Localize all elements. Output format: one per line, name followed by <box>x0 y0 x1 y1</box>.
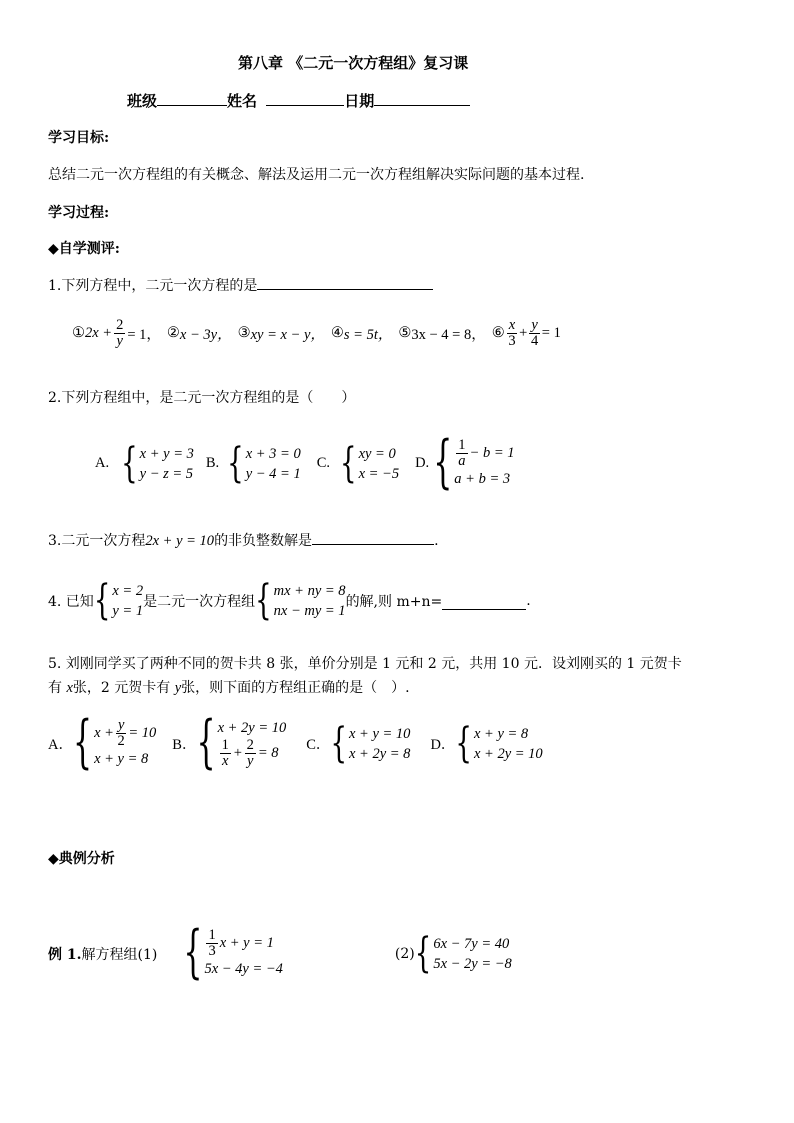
brace-icon: { <box>183 919 203 986</box>
question-2-stem: 2.下列方程组中，是二元一次方程组的是（ ） <box>48 390 356 406</box>
q3-answer-blank[interactable] <box>312 544 434 545</box>
brace-icon: { <box>414 929 432 978</box>
equation-system-2: { 6x − 7y = 40 5x − 2y = −8 <box>414 929 512 978</box>
question-1-options: ① 2x + $\frac{2}{y}$ = 1， ② x − 3y， ③ xy = x − y， ④ s = 5t， ⑤ 3x − 4 = 8， ⑥ $\frac{x}{3}$ + $\frac{y}{4}$ = 1 <box>72 317 561 349</box>
date-label: 日期 <box>344 92 375 110</box>
fraction: $\frac{x}{3}$ <box>508 317 516 349</box>
fraction: $\frac{y}{2}$ <box>117 717 125 749</box>
process-heading: 学习过程: <box>48 205 110 221</box>
fraction: $\frac{2}{y}$ <box>246 737 254 769</box>
brace-icon: { <box>330 719 347 768</box>
student-info-line <box>127 90 470 111</box>
q1-answer-blank[interactable] <box>257 289 433 290</box>
fraction: $\frac{1}{3}$ <box>208 927 216 959</box>
equation-system-d: { x + y = 8 x + 2y = 10 <box>455 719 543 768</box>
brace-icon: { <box>196 709 216 776</box>
goal-text: 总结二元一次方程组的有关概念、解法及运用二元一次方程组解决实际问题的基本过程. <box>48 167 585 183</box>
equation-system: { mx + ny = 8 nx − my = 1 <box>255 577 346 625</box>
fraction: $\frac{2}{y}$ <box>116 317 124 349</box>
question-5-options: A． { x + $\frac{y}{2}$ = 10 x + y = 8 B． { x + 2y = 10 $\frac{1}{x}$ + $\frac{2}{y}$ = 8 C． { x + y = 10 x + 2y = 8 D． { x + y = 8 x + 2y = 10 <box>48 709 543 776</box>
class-label: 班级 <box>127 92 158 110</box>
brace-icon: { <box>72 709 93 776</box>
equation-system-1: { $\frac{1}{3}$ x + y = 1 5x − 4y = −4 <box>183 919 283 986</box>
question-3: 3.二元一次方程2x + y = 10的非负整数解是 . <box>48 533 439 549</box>
page-title: 第八章 《二元一次方程组》复习课 <box>238 54 469 72</box>
brace-icon: { <box>455 719 472 768</box>
fraction: $\frac{1}{a}$ <box>458 437 466 469</box>
equation-system-a: { x + $\frac{y}{2}$ = 10 x + y = 8 <box>72 709 157 776</box>
equation-system-c: { xy = 0 x = −5 <box>340 439 400 488</box>
question-5-line-2: 有 x张，2 元贺卡有 y张，则下面的方程组正确的是（ ）. <box>48 680 410 696</box>
brace-icon: { <box>255 577 272 625</box>
brace-icon: { <box>433 429 453 496</box>
equation-system-d: { $\frac{1}{a}$ − b = 1 a + b = 3 <box>433 429 515 496</box>
example-1: 例 1. 解方程组(1) { $\frac{1}{3}$ x + y = 1 5x − 4y = −4 (2) { 6x − 7y = 40 5x − 2y = −8 <box>48 919 512 986</box>
equation-system-c: { x + y = 10 x + 2y = 8 <box>330 719 411 768</box>
example-heading: ◆典例分析 <box>48 851 115 867</box>
equation-system-b: { x + 3 = 0 y − 4 = 1 <box>227 439 301 488</box>
name-blank[interactable] <box>266 105 344 106</box>
given-solution: { x = 2 y = 1 <box>93 577 144 625</box>
brace-icon: { <box>121 439 138 488</box>
question-4: 4. 已知 { x = 2 y = 1 是二元一次方程组 { mx + ny = 8 nx − my = 1 的解,则 m+n= . <box>48 577 531 625</box>
self-test-heading: ◆自学测评: <box>48 241 120 257</box>
question-1-stem: 1.下列方程中，二元一次方程的是 <box>48 275 433 295</box>
question-2-options: A. { x + y = 3 y − z = 5 B. { x + 3 = 0 y − 4 = 1 C. { xy = 0 x = −5 D. { $\frac{1}{a}$ − b = 1 a + b = 3 <box>95 429 515 496</box>
date-blank[interactable] <box>374 105 470 106</box>
q4-answer-blank[interactable] <box>442 593 526 610</box>
equation-system-a: { x + y = 3 y − z = 5 <box>121 439 194 488</box>
brace-icon: { <box>340 439 357 488</box>
brace-icon: { <box>93 577 111 625</box>
question-5-line-1: 5. 刘刚同学买了两种不同的贺卡共 8 张，单价分别是 1 元和 2 元，共用 10 元．设刘刚买的 1 元贺卡 <box>48 656 682 672</box>
brace-icon: { <box>227 439 244 488</box>
equation-system-b: { x + 2y = 10 $\frac{1}{x}$ + $\frac{2}{y}$ = 8 <box>196 709 287 776</box>
class-blank[interactable] <box>157 105 227 106</box>
fraction: $\frac{y}{4}$ <box>530 317 539 349</box>
name-label: 姓名 <box>227 92 258 110</box>
goal-heading: 学习目标: <box>48 130 110 146</box>
fraction: $\frac{1}{x}$ <box>221 737 229 769</box>
